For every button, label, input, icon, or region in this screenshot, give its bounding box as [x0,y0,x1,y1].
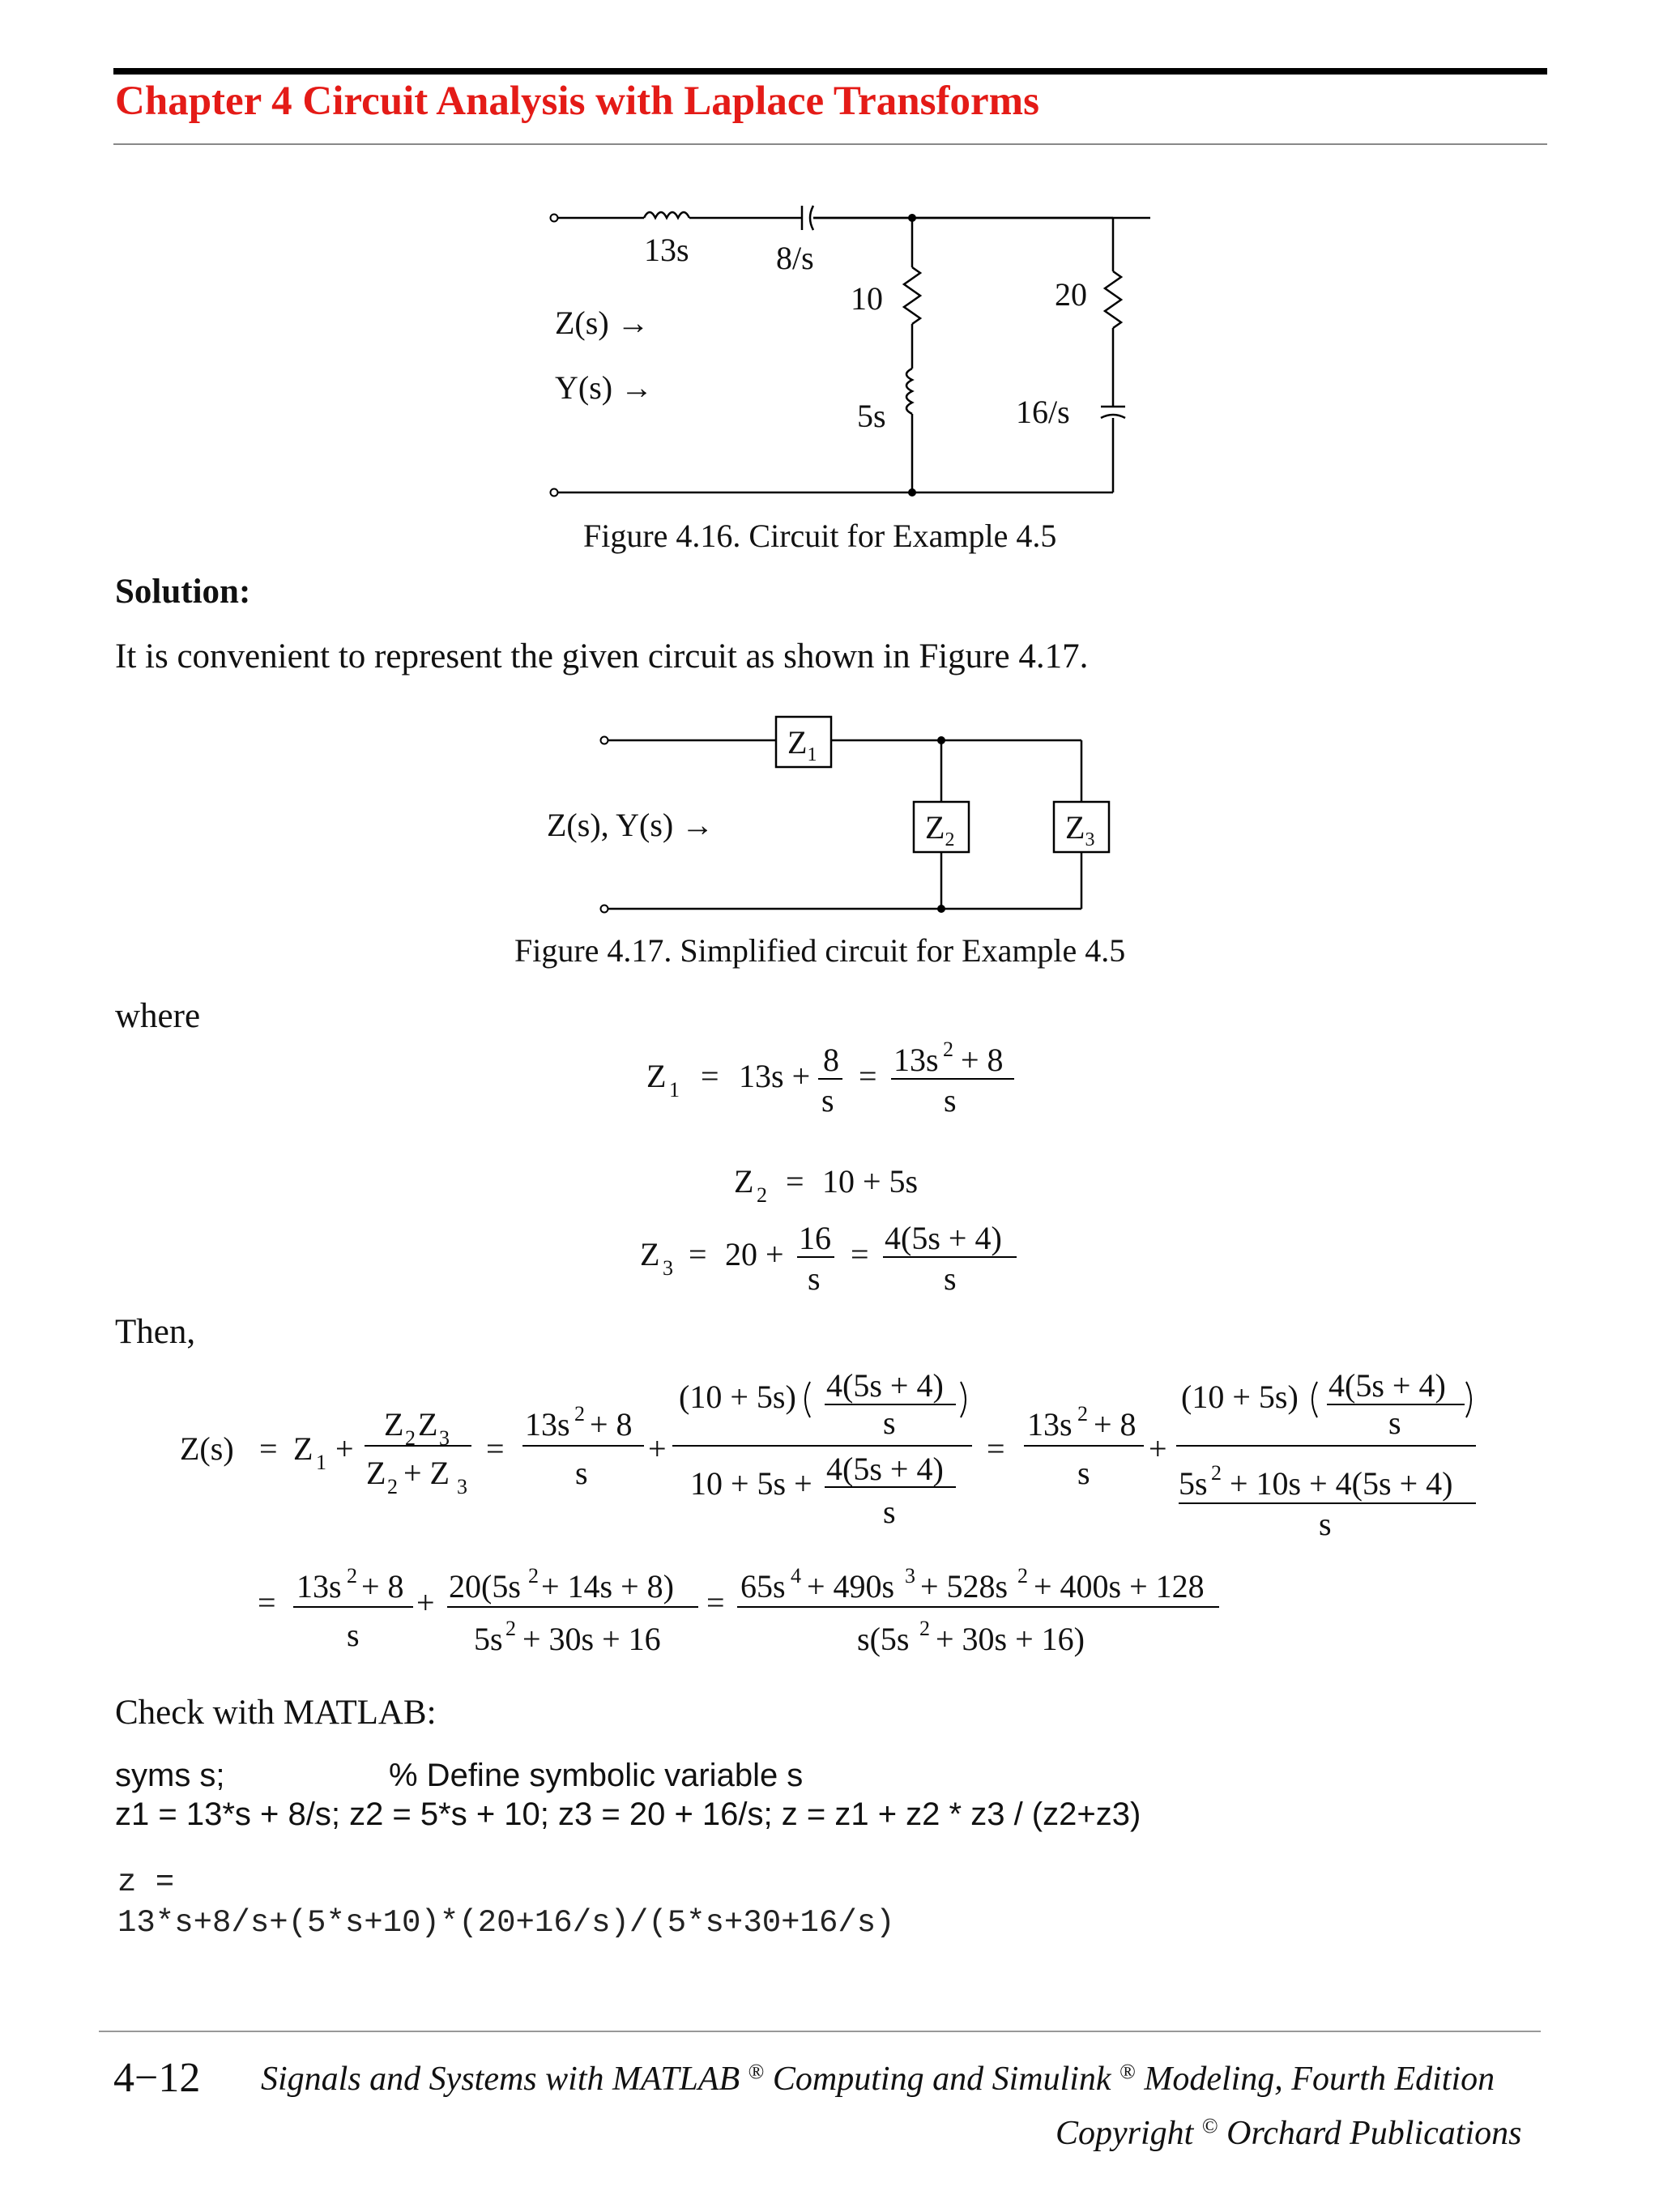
svg-text:1: 1 [669,1078,680,1102]
svg-text:2: 2 [1017,1564,1028,1588]
label-z-arrow: Z(s) → [555,305,650,341]
svg-text:=: = [259,1430,278,1467]
z2-label: $Z_2$ [925,809,955,850]
svg-text:s: s [1319,1506,1332,1542]
svg-text:=: = [851,1236,869,1272]
svg-text:2: 2 [505,1617,516,1640]
svg-text:10 + 5s +: 10 + 5s + [690,1465,812,1502]
svg-text:Z: Z [366,1455,386,1491]
svg-text:=: = [859,1058,877,1094]
svg-text:+ 8: + 8 [1094,1406,1137,1443]
equations [0,1037,1659,1677]
matlab-output-value: 13*s+8/s+(5*s+10)*(20+16/s)/(5*s+30+16/s) [117,1905,895,1941]
svg-text:+: + [416,1584,435,1621]
svg-text:2: 2 [943,1038,953,1061]
svg-text:16: 16 [799,1220,831,1256]
svg-text:2: 2 [574,1402,585,1426]
svg-text:Z: Z [384,1406,404,1443]
copyright-line: Copyright © Orchard Publications [1056,2114,1522,2152]
svg-text:13s: 13s [1027,1406,1073,1443]
label-10: 10 [851,280,883,317]
svg-text:s: s [944,1082,957,1119]
equation-zs-step1 [180,1367,972,1530]
svg-text:3: 3 [439,1426,450,1450]
svg-text:3: 3 [663,1256,673,1280]
svg-text:=: = [786,1163,804,1200]
svg-text:Z: Z [293,1430,313,1467]
svg-text:=: = [258,1584,276,1621]
resistor-10-symbol [904,267,920,324]
svg-text:+ 528s: + 528s [920,1568,1009,1605]
label-20: 20 [1055,276,1087,313]
equation-zs-step3 [258,1564,1219,1657]
svg-text:+: + [648,1430,667,1467]
z3-label: $Z_3$ [1065,809,1095,850]
svg-text:(10 + 5s): (10 + 5s) [1181,1379,1299,1415]
svg-text:+: + [335,1430,354,1467]
svg-text:s: s [944,1260,957,1297]
label-5s: 5s [857,398,886,434]
svg-text:=: = [486,1430,505,1467]
svg-text:(10 + 5s): (10 + 5s) [679,1379,796,1415]
svg-text:+ 8: + 8 [590,1406,633,1443]
svg-text:s: s [821,1082,834,1119]
svg-text:13s +: 13s + [739,1058,811,1094]
title-rule [113,143,1547,145]
circuit-figure-4-16 [535,194,1150,518]
top-rule [113,68,1547,75]
svg-text:+ 14s + 8): + 14s + 8) [541,1568,675,1605]
svg-text:13s: 13s [525,1406,570,1443]
capacitor-16s-plate-b [1101,415,1125,418]
svg-text:2: 2 [347,1564,357,1588]
equation-zs-step2 [987,1367,1476,1542]
svg-text:20(5s: 20(5s [449,1568,521,1605]
label-16-over-s: 16/s [1016,394,1070,430]
svg-text:+ 8: + 8 [961,1042,1004,1078]
svg-text:=: = [706,1584,725,1621]
svg-text:4: 4 [791,1564,801,1588]
svg-text:s: s [883,1494,896,1530]
svg-text:2: 2 [919,1617,930,1640]
svg-text:2: 2 [387,1475,398,1498]
svg-text:s(5s: s(5s [857,1621,910,1657]
svg-text:3: 3 [905,1564,915,1588]
book-title: Signals and Systems with MATLAB ® Computing and Simulink ® Modeling, Fourth Edition [261,2060,1495,2098]
check-matlab-text: Check with MATLAB: [115,1694,437,1732]
svg-text:5s: 5s [1179,1465,1208,1502]
svg-text:s: s [1077,1455,1090,1491]
svg-text:Z: Z [640,1236,660,1272]
matlab-output-label: z = [117,1865,175,1900]
then-text: Then, [115,1313,196,1351]
chapter-title: Chapter 4 Circuit Analysis with Laplace Transforms [115,79,1039,124]
svg-text:8: 8 [823,1042,839,1078]
svg-text:5s: 5s [474,1621,503,1657]
footer-rule [99,2031,1541,2032]
svg-text:2: 2 [1077,1402,1088,1426]
svg-text:+ 30s + 16): + 30s + 16) [936,1621,1085,1657]
svg-text:Z: Z [734,1163,754,1200]
svg-text:4(5s + 4): 4(5s + 4) [826,1451,944,1487]
z1-label: $Z_1$ [787,724,817,765]
svg-text:+ 30s + 16: + 30s + 16 [522,1621,661,1657]
capacitor-8s-plate-b [810,206,813,230]
inductor-5s-symbol [906,369,912,414]
page-number: 4−12 [113,2055,201,2101]
svg-text:4(5s + 4): 4(5s + 4) [885,1220,1002,1256]
equation-z1 [646,1038,1014,1119]
figure-4-17-caption: Figure 4.17. Simplified circuit for Example 4.5 [514,932,1126,969]
svg-text:+ 10s + 4(5s + 4): + 10s + 4(5s + 4) [1230,1465,1453,1502]
svg-text:s: s [808,1260,821,1297]
svg-text:13s: 13s [893,1042,939,1078]
svg-text:s: s [575,1455,588,1491]
label-13s: 13s [644,232,689,268]
equation-z3 [640,1220,1017,1297]
solution-heading: Solution: [115,573,251,611]
svg-text:+ 490s: + 490s [807,1568,895,1605]
svg-text:4(5s + 4): 4(5s + 4) [826,1367,944,1404]
label-8-over-s: 8/s [776,240,814,276]
svg-text:Z: Z [646,1058,667,1094]
svg-text:10 + 5s: 10 + 5s [822,1163,919,1200]
matlab-line-1-command: syms s; [115,1758,225,1793]
svg-text:+ 400s + 128: + 400s + 128 [1034,1568,1205,1605]
svg-text:s: s [347,1617,360,1653]
svg-text:=: = [987,1430,1005,1467]
svg-text:s: s [883,1404,896,1441]
figure-4-16-caption: Figure 4.16. Circuit for Example 4.5 [583,518,1057,554]
resistor-20-symbol [1105,271,1121,328]
svg-text:Z(s): Z(s) [180,1430,234,1467]
svg-text:65s: 65s [740,1568,786,1605]
svg-text:Z: Z [418,1406,438,1443]
svg-text:1: 1 [316,1451,326,1474]
svg-text:+: + [1149,1430,1167,1467]
svg-text:=: = [701,1058,719,1094]
equation-z2 [734,1163,918,1207]
svg-text:13s: 13s [296,1568,342,1605]
svg-text:+ Z: + Z [403,1455,450,1491]
label-y-arrow: Y(s) → [555,369,654,406]
where-text: where [115,997,201,1035]
figure-4-17-input-label: Z(s), Y(s) → [547,807,714,843]
svg-text:20 +: 20 + [725,1236,784,1272]
svg-text:2: 2 [757,1183,767,1207]
intro-paragraph: It is convenient to represent the given circuit as shown in Figure 4.17. [115,637,1089,676]
svg-text:3: 3 [457,1475,467,1498]
svg-text:s: s [1388,1404,1401,1441]
matlab-line-2: z1 = 13*s + 8/s; z2 = 5*s + 10; z3 = 20 + 16/s; z = z1 + z2 * z3 / (z2+z3) [115,1796,1141,1832]
svg-text:+ 8: + 8 [361,1568,404,1605]
svg-text:2: 2 [1211,1461,1222,1485]
svg-text:=: = [689,1236,707,1272]
svg-text:4(5s + 4): 4(5s + 4) [1328,1367,1446,1404]
matlab-line-1-comment: % Define symbolic variable s [389,1758,804,1793]
svg-text:2: 2 [405,1426,416,1450]
inductor-13s-symbol [644,212,689,218]
svg-text:2: 2 [528,1564,539,1588]
